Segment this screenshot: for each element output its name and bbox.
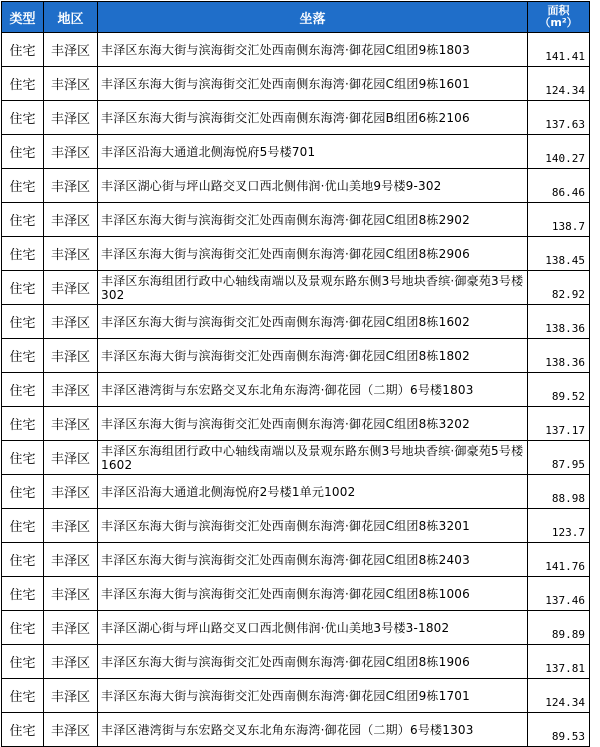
cell-type: 住宅 bbox=[2, 203, 44, 237]
cell-area: 141.76 bbox=[528, 543, 590, 577]
cell-district: 丰泽区 bbox=[44, 67, 98, 101]
cell-area: 123.7 bbox=[528, 509, 590, 543]
cell-district: 丰泽区 bbox=[44, 237, 98, 271]
cell-district: 丰泽区 bbox=[44, 441, 98, 475]
cell-location: 丰泽区东海大街与滨海街交汇处西南侧东海湾·御花园C组团9栋1601 bbox=[98, 67, 528, 101]
cell-location: 丰泽区沿海大通道北侧海悦府2号楼1单元1002 bbox=[98, 475, 528, 509]
table-row bbox=[2, 679, 590, 713]
cell-location: 丰泽区东海大街与滨海街交汇处西南侧东海湾·御花园C组团8栋1802 bbox=[98, 339, 528, 373]
table-row bbox=[2, 339, 590, 373]
header-type: 类型 bbox=[2, 2, 44, 33]
cell-location: 丰泽区东海大街与滨海街交汇处西南侧东海湾·御花园C组团8栋2902 bbox=[98, 203, 528, 237]
table-row bbox=[2, 543, 590, 577]
table-row bbox=[2, 407, 590, 441]
table-row bbox=[2, 169, 590, 203]
cell-location: 丰泽区东海大街与滨海街交汇处西南侧东海湾·御花园C组团8栋2403 bbox=[98, 543, 528, 577]
cell-district: 丰泽区 bbox=[44, 305, 98, 339]
table-row bbox=[2, 373, 590, 407]
cell-area: 89.52 bbox=[528, 373, 590, 407]
cell-location: 丰泽区东海大街与滨海街交汇处西南侧东海湾·御花园C组团8栋3202 bbox=[98, 407, 528, 441]
cell-type: 住宅 bbox=[2, 237, 44, 271]
cell-area: 87.95 bbox=[528, 441, 590, 475]
table-row bbox=[2, 271, 590, 305]
header-area bbox=[528, 2, 590, 33]
table-row bbox=[2, 611, 590, 645]
cell-area: 88.98 bbox=[528, 475, 590, 509]
table-row bbox=[2, 101, 590, 135]
cell-type: 住宅 bbox=[2, 373, 44, 407]
cell-district: 丰泽区 bbox=[44, 339, 98, 373]
table-row bbox=[2, 577, 590, 611]
property-table bbox=[1, 1, 590, 747]
cell-district: 丰泽区 bbox=[44, 543, 98, 577]
table-row bbox=[2, 645, 590, 679]
cell-district: 丰泽区 bbox=[44, 679, 98, 713]
cell-area: 124.34 bbox=[528, 679, 590, 713]
cell-district: 丰泽区 bbox=[44, 509, 98, 543]
cell-district: 丰泽区 bbox=[44, 33, 98, 67]
cell-type: 住宅 bbox=[2, 135, 44, 169]
cell-district: 丰泽区 bbox=[44, 475, 98, 509]
cell-area: 86.46 bbox=[528, 169, 590, 203]
table-row bbox=[2, 441, 590, 475]
cell-area: 137.81 bbox=[528, 645, 590, 679]
cell-area: 140.27 bbox=[528, 135, 590, 169]
cell-area: 89.89 bbox=[528, 611, 590, 645]
table-row bbox=[2, 203, 590, 237]
cell-district: 丰泽区 bbox=[44, 135, 98, 169]
cell-type: 住宅 bbox=[2, 679, 44, 713]
cell-district: 丰泽区 bbox=[44, 101, 98, 135]
cell-type: 住宅 bbox=[2, 509, 44, 543]
cell-type: 住宅 bbox=[2, 339, 44, 373]
cell-type: 住宅 bbox=[2, 611, 44, 645]
cell-district: 丰泽区 bbox=[44, 373, 98, 407]
cell-type: 住宅 bbox=[2, 645, 44, 679]
cell-location: 丰泽区港湾街与东宏路交叉东北角东海湾·御花园（二期）6号楼1803 bbox=[98, 373, 528, 407]
table-row bbox=[2, 237, 590, 271]
cell-location: 丰泽区东海组团行政中心轴线南端以及景观东路东侧3号地块香缤·御豪苑3号楼302 bbox=[98, 271, 528, 305]
cell-type: 住宅 bbox=[2, 407, 44, 441]
cell-area: 82.92 bbox=[528, 271, 590, 305]
cell-type: 住宅 bbox=[2, 713, 44, 747]
cell-area: 138.7 bbox=[528, 203, 590, 237]
cell-location: 丰泽区东海大街与滨海街交汇处西南侧东海湾·御花园C组团8栋1906 bbox=[98, 645, 528, 679]
header-district: 地区 bbox=[44, 2, 98, 33]
cell-type: 住宅 bbox=[2, 543, 44, 577]
cell-location: 丰泽区东海大街与滨海街交汇处西南侧东海湾·御花园C组团9栋1701 bbox=[98, 679, 528, 713]
table-row bbox=[2, 509, 590, 543]
cell-district: 丰泽区 bbox=[44, 611, 98, 645]
cell-location: 丰泽区东海组团行政中心轴线南端以及景观东路东侧3号地块香缤·御豪苑5号楼1602 bbox=[98, 441, 528, 475]
cell-type: 住宅 bbox=[2, 441, 44, 475]
cell-district: 丰泽区 bbox=[44, 169, 98, 203]
cell-type: 住宅 bbox=[2, 169, 44, 203]
cell-location: 丰泽区东海大街与滨海街交汇处西南侧东海湾·御花园C组团8栋3201 bbox=[98, 509, 528, 543]
cell-district: 丰泽区 bbox=[44, 203, 98, 237]
cell-location: 丰泽区东海大街与滨海街交汇处西南侧东海湾·御花园C组团8栋1006 bbox=[98, 577, 528, 611]
cell-area: 141.41 bbox=[528, 33, 590, 67]
cell-location: 丰泽区东海大街与滨海街交汇处西南侧东海湾·御花园C组团8栋2906 bbox=[98, 237, 528, 271]
cell-type: 住宅 bbox=[2, 101, 44, 135]
table-row bbox=[2, 475, 590, 509]
header-area-line1: 面积 bbox=[547, 4, 570, 17]
cell-area: 137.46 bbox=[528, 577, 590, 611]
cell-area: 138.45 bbox=[528, 237, 590, 271]
cell-location: 丰泽区港湾街与东宏路交叉东北角东海湾·御花园（二期）6号楼1303 bbox=[98, 713, 528, 747]
cell-location: 丰泽区沿海大通道北侧海悦府5号楼701 bbox=[98, 135, 528, 169]
cell-location: 丰泽区湖心街与坪山路交叉口西北侧伟润·优山美地3号楼3-1802 bbox=[98, 611, 528, 645]
table-row bbox=[2, 135, 590, 169]
cell-location: 丰泽区东海大街与滨海街交汇处西南侧东海湾·御花园B组团6栋2106 bbox=[98, 101, 528, 135]
cell-type: 住宅 bbox=[2, 33, 44, 67]
header-row bbox=[2, 2, 590, 33]
table-row bbox=[2, 33, 590, 67]
cell-district: 丰泽区 bbox=[44, 271, 98, 305]
cell-area: 138.36 bbox=[528, 339, 590, 373]
table-row bbox=[2, 67, 590, 101]
cell-area: 124.34 bbox=[528, 67, 590, 101]
cell-type: 住宅 bbox=[2, 577, 44, 611]
cell-district: 丰泽区 bbox=[44, 407, 98, 441]
cell-area: 138.36 bbox=[528, 305, 590, 339]
header-area-line2: （m²） bbox=[539, 16, 578, 29]
cell-type: 住宅 bbox=[2, 475, 44, 509]
cell-location: 丰泽区东海大街与滨海街交汇处西南侧东海湾·御花园C组团9栋1803 bbox=[98, 33, 528, 67]
cell-area: 137.17 bbox=[528, 407, 590, 441]
cell-type: 住宅 bbox=[2, 271, 44, 305]
cell-type: 住宅 bbox=[2, 67, 44, 101]
cell-area: 89.53 bbox=[528, 713, 590, 747]
cell-district: 丰泽区 bbox=[44, 713, 98, 747]
table-row bbox=[2, 305, 590, 339]
cell-location: 丰泽区湖心街与坪山路交叉口西北侧伟润·优山美地9号楼9-302 bbox=[98, 169, 528, 203]
header-location: 坐落 bbox=[98, 2, 528, 33]
table-row bbox=[2, 713, 590, 747]
cell-type: 住宅 bbox=[2, 305, 44, 339]
cell-district: 丰泽区 bbox=[44, 645, 98, 679]
cell-location: 丰泽区东海大街与滨海街交汇处西南侧东海湾·御花园C组团8栋1602 bbox=[98, 305, 528, 339]
cell-area: 137.63 bbox=[528, 101, 590, 135]
cell-district: 丰泽区 bbox=[44, 577, 98, 611]
